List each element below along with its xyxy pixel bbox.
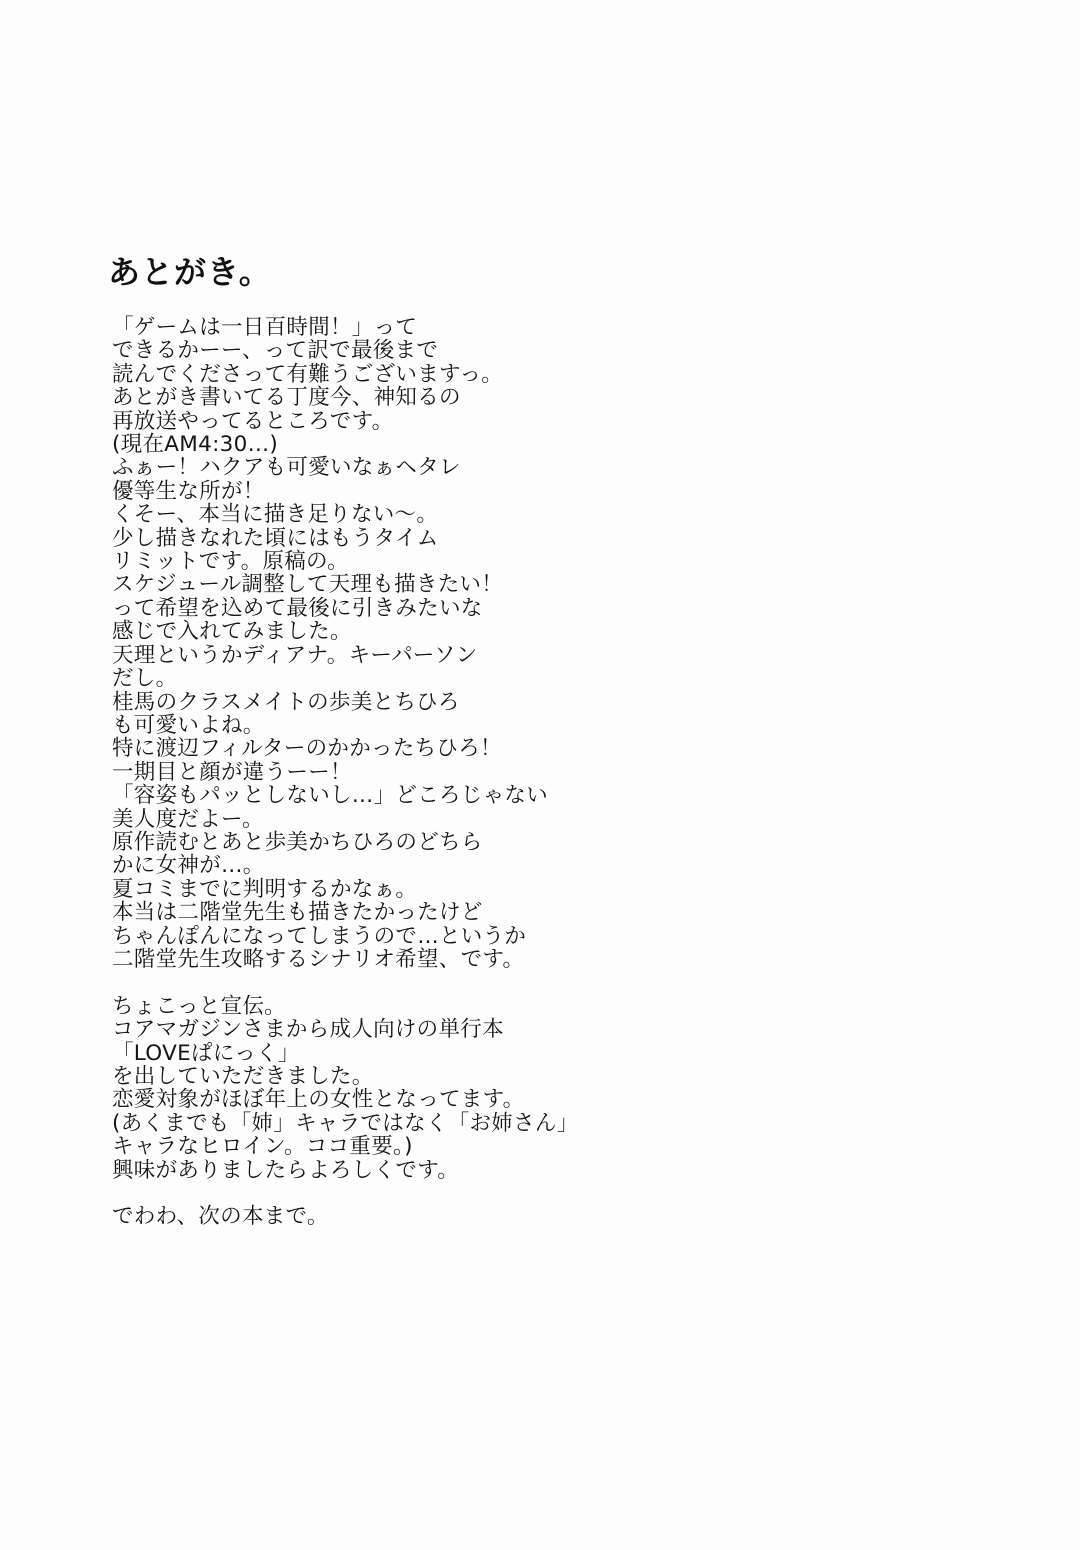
text-line: も可愛いよね。 xyxy=(112,712,265,738)
text-line: かに女神が…。 xyxy=(112,853,265,879)
text-line: 興味がありましたらよろしくです。 xyxy=(112,1157,460,1183)
text-line: 特に渡辺フィルターのかかったちひろ！ xyxy=(112,736,502,762)
text-line: ちょこっと宣伝。 xyxy=(112,993,286,1019)
text-line: 再放送やってるところです。 xyxy=(112,408,394,434)
text-line: 二階堂先生攻略するシナリオ希望、です。 xyxy=(112,946,525,972)
text-line: キャラなヒロイン。ココ重要。) xyxy=(112,1134,413,1160)
text-line: (あくまでも「姉」キャラではなく「お姉さん」 xyxy=(112,1110,579,1136)
text-line: を出していただきました。 xyxy=(112,1063,374,1089)
text-line: リミットです。原稿の。 xyxy=(112,549,349,575)
text-line: だし。 xyxy=(112,666,178,692)
text-line: スケジュール調整して天理も描きたい！ xyxy=(112,572,504,598)
text-line: できるかーー、って訳で最後まで xyxy=(112,338,439,364)
text-line: 感じで入れてみました。 xyxy=(112,619,352,645)
text-line: ちゃんぽんになってしまうので…というか xyxy=(112,923,527,949)
paragraph-gap xyxy=(112,1182,1012,1205)
text-line: 美人度だよー。 xyxy=(112,806,264,832)
text-line: 「LOVEぱにっく」 xyxy=(112,1040,300,1066)
text-line: 「容姿もパッとしないし…」どころじゃない xyxy=(112,783,549,809)
text-line: 「ゲームは一日百時間！」って xyxy=(112,315,418,340)
page-title: あとがき。 xyxy=(108,253,272,291)
text-line: 読んでくださって有難うございますっ。 xyxy=(112,361,504,387)
text-line: (現在AM4:30…) xyxy=(112,432,279,458)
paragraph-main xyxy=(112,316,1012,971)
text-line: 少し描きなれた頃にはもうタイム xyxy=(112,525,439,551)
text-line: コアマガジンさまから成人向けの単行本 xyxy=(112,1017,504,1043)
text-line: 一期目と顔が違うーー！ xyxy=(112,759,352,785)
text-line: 優等生な所が！ xyxy=(112,478,265,504)
text-line: 天理というかディアナ。キーパーソン xyxy=(112,642,478,668)
text-line: って希望を込めて最後に引きみたいな xyxy=(112,595,483,621)
text-line: 本当は二階堂先生も描きたかったけど xyxy=(112,900,483,926)
text-line: 恋愛対象がほぼ年上の女性となってます。 xyxy=(112,1087,525,1113)
text-line: あとがき書いてる丁度今、神知るの xyxy=(112,385,461,411)
text-line: くそー、本当に描き足りない～。 xyxy=(112,502,439,528)
text-line: 夏コミまでに判明するかなぁ。 xyxy=(112,876,418,902)
afterword-body xyxy=(112,316,1012,1229)
paragraph-gap xyxy=(112,971,1012,994)
text-line: ふぁー！ハクアも可愛いなぁヘタレ xyxy=(112,455,461,481)
text-line: でわわ、次の本まで。 xyxy=(112,1204,329,1230)
text-line: 桂馬のクラスメイトの歩美とちひろ xyxy=(112,689,460,715)
paragraph-closing xyxy=(112,1205,1012,1228)
text-line: 原作読むとあと歩美かちひろのどちら xyxy=(112,829,483,855)
paragraph-promo xyxy=(112,995,1012,1182)
